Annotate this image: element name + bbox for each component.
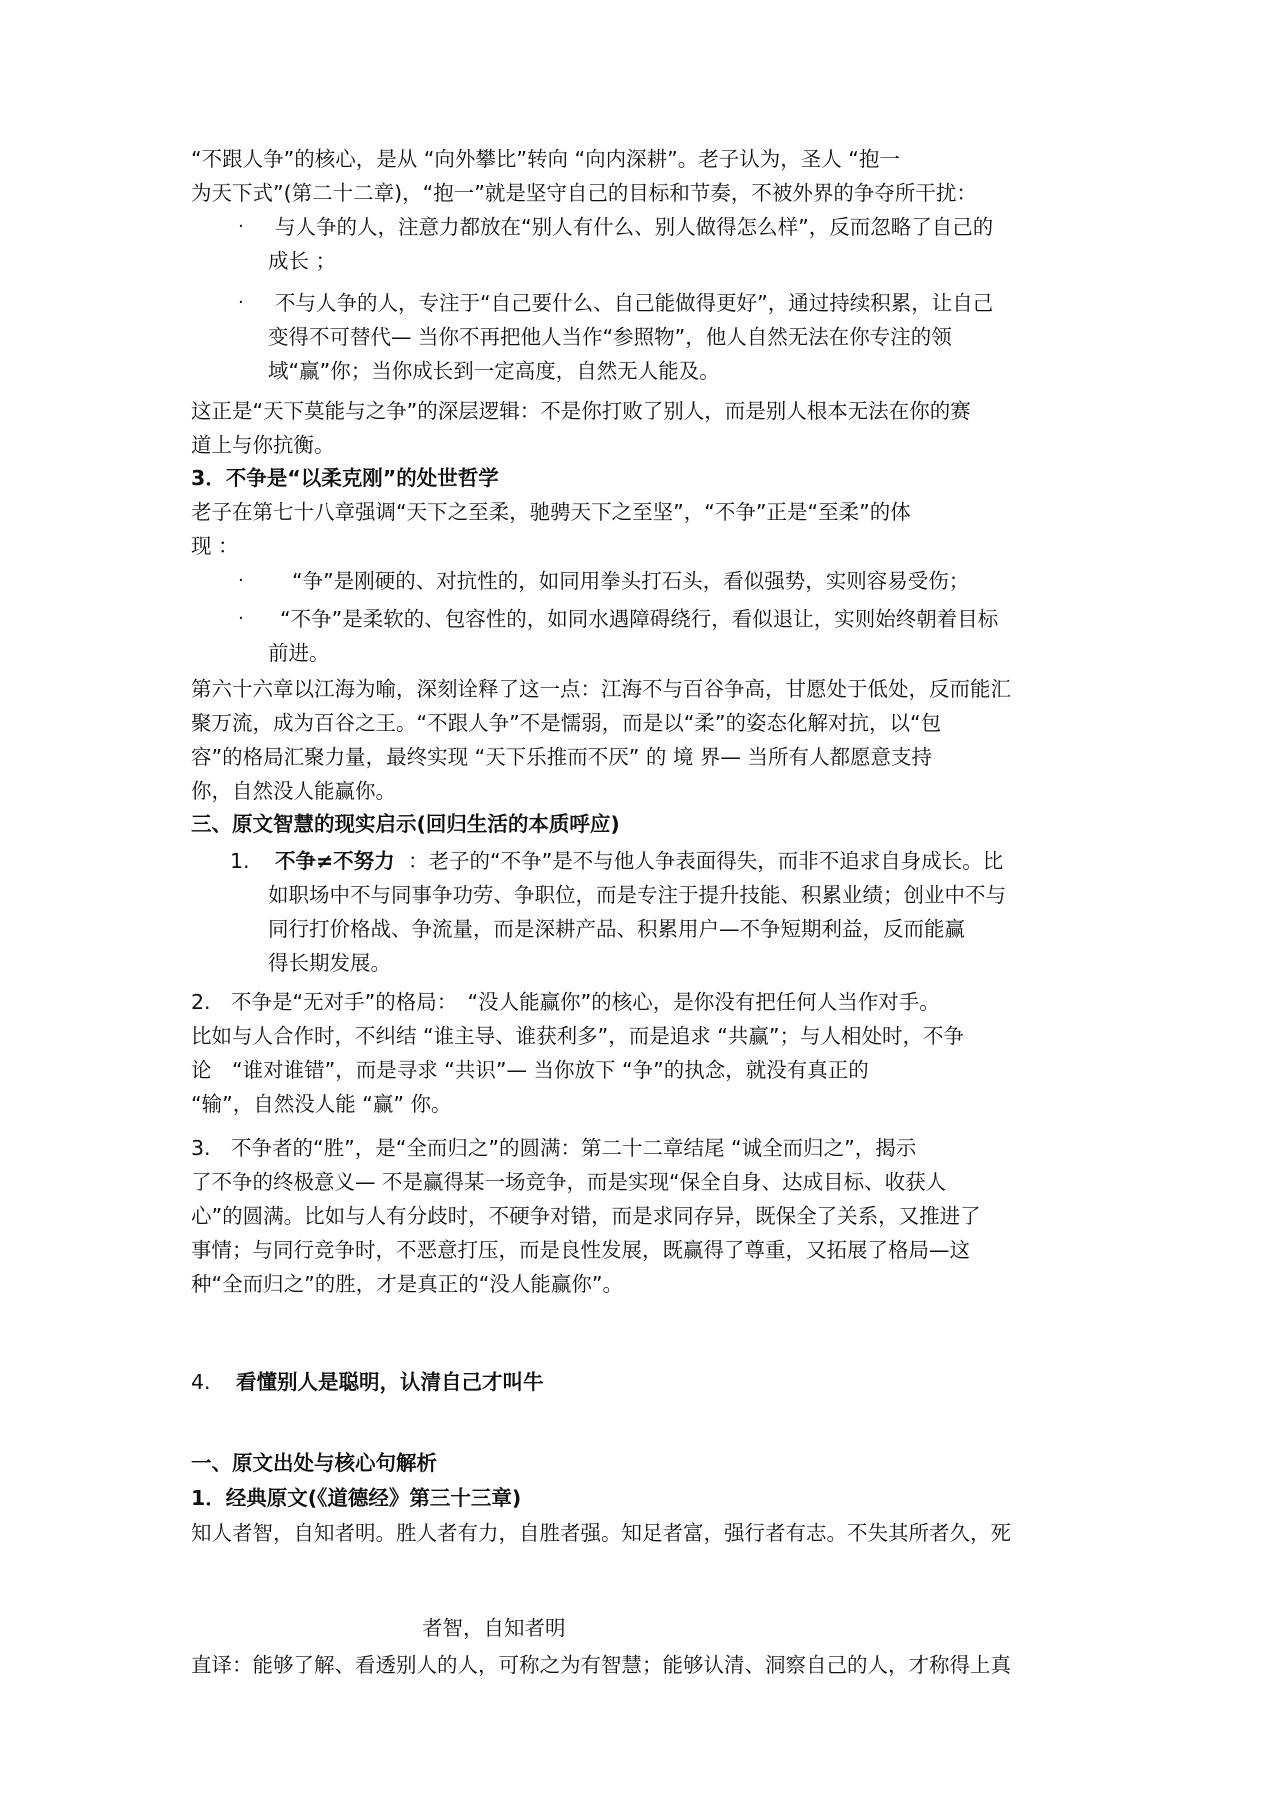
paragraph-line: 直译：能够了解、看透别人的人，可称之为有智慧；能够认清、洞察自己的人，才称得上真 (191, 1653, 1011, 1677)
paragraph-line: 第六十六章以江海为喻，深刻诠释了这一点：江海不与百谷争高，甘愿处于低处，反而能汇 (191, 677, 1011, 701)
bullet-line: 变得不可替代— 当你不再把他人当作“参照物”，他人自然无法在你专注的领 (268, 325, 952, 349)
list-item-line: 2. 不争是“无对手”的格局： “没人能赢你”的核心，是你没有把任何人当作对手。 (191, 990, 940, 1014)
bullet-line: 前进。 (268, 641, 330, 665)
bullet-line: “争”是刚硬的、对抗性的，如同用拳头打石头，看似强势，实则容易受伤； (292, 569, 970, 593)
list-item-line: “输”，自然没人能 “赢” 你。 (191, 1092, 452, 1116)
paragraph-line: 老子在第七十八章强调“天下之至柔，驰骋天下之至坚”，“不争”正是“至柔”的体 (191, 500, 911, 524)
list-item-line: 同行打价格战、争流量，而是深耕产品、积累用户—不争短期利益，反而能赢 (268, 917, 965, 941)
chapter-title: 看懂别人是聪明，认清自己才叫牛 (236, 1370, 544, 1394)
list-item-line: 如职场中不与同事争功劳、争职位，而是专注于提升技能、积累业绩；创业中不与 (268, 883, 1006, 907)
list-item-line: 论 “谁对谁错”，而是寻求 “共识”— 当你放下 “争”的执念，就没有真正的 (191, 1058, 869, 1082)
section-heading: 1．经典原文(《道德经》第三十三章) (191, 1486, 522, 1510)
list-item-line: 比如与人合作时，不纠结 “谁主导、谁获利多”，而是追求 “共赢”；与人相处时，不争 (191, 1024, 965, 1048)
paragraph-line: 聚万流，成为百谷之王。“不跟人争”不是懦弱，而是以“柔”的姿态化解对抗，以“包 (191, 711, 942, 735)
paragraph-line: “不跟人争”的核心，是从 “向外攀比”转向 “向内深耕”。老子认为，圣人 “抱一 (191, 147, 900, 171)
list-item-title: 不争≠不努力 (275, 849, 395, 873)
section-heading: 一、原文出处与核心句解析 (191, 1451, 437, 1475)
list-number: 1. (230, 849, 250, 873)
list-item-line: ：老子的“不争”是不与他人争表面得失，而非不追求自身成长。比 (408, 849, 1004, 873)
paragraph-line: 这正是“天下莫能与之争”的深层逻辑：不是你打败了别人，而是别人根本无法在你的赛 (191, 399, 971, 423)
paragraph-line: 为天下式”(第二十二章)，“抱一”就是坚守自己的目标和节奏，不被外界的争夺所干扰： (191, 181, 977, 205)
list-item-line: 事情；与同行竞争时，不恶意打压，而是良性发展，既赢得了尊重，又拓展了格局—这 (191, 1238, 970, 1262)
bullet-icon: · (238, 570, 244, 591)
bullet-line: 域“赢”你；当你成长到一定高度，自然无人能及。 (268, 359, 720, 383)
bullet-icon: · (238, 216, 244, 237)
bullet-line: 与人争的人，注意力都放在“别人有什么、别人做得怎么样”，反而忽略了自己的 (275, 215, 994, 239)
bullet-icon: · (238, 292, 244, 313)
section-heading: 三、原文智慧的现实启示(回归生活的本质呼应) (191, 812, 620, 836)
list-item-line: 种“全而归之”的胜，才是真正的“没人能赢你”。 (191, 1272, 623, 1296)
bullet-line: 成长 ； (268, 249, 337, 273)
list-item-line: 得长期发展。 (268, 951, 391, 975)
section-heading: 3．不争是“以柔克刚”的处世哲学 (191, 466, 499, 490)
paragraph-line: 现 ： (191, 534, 239, 558)
list-item-line: 3. 不争者的“胜”，是“全而归之”的圆满：第二十二章结尾 “诚全而归之”，揭示 (191, 1136, 917, 1160)
paragraph-line: 知人者智，自知者明。胜人者有力，自胜者强。知足者富，强行者有志。不失其所者久，死 (191, 1521, 1011, 1545)
paragraph-line: 你，自然没人能赢你。 (191, 779, 396, 803)
list-item-line: 了不争的终极意义— 不是赢得某一场竞争，而是实现“保全自身、达成目标、收获人 (191, 1170, 947, 1194)
bullet-line: 不与人争的人，专注于“自己要什么、自己能做得更好”，通过持续积累，让自己 (275, 291, 994, 315)
quote-line: 者智，自知者明 (422, 1616, 566, 1640)
bullet-line: “不争”是柔软的、包容性的，如同水遇障碍绕行，看似退让，实则始终朝着目标 (280, 607, 999, 631)
paragraph-line: 容”的格局汇聚力量，最终实现 “天下乐推而不厌” 的 境 界— 当所有人都愿意支持 (191, 745, 932, 769)
list-item-line: 心”的圆满。比如与人有分歧时，不硬争对错，而是求同存异，既保全了关系，又推进了 (191, 1204, 981, 1228)
bullet-icon: · (238, 608, 244, 629)
paragraph-line: 道上与你抗衡。 (191, 433, 335, 457)
chapter-number: 4. (191, 1370, 211, 1394)
